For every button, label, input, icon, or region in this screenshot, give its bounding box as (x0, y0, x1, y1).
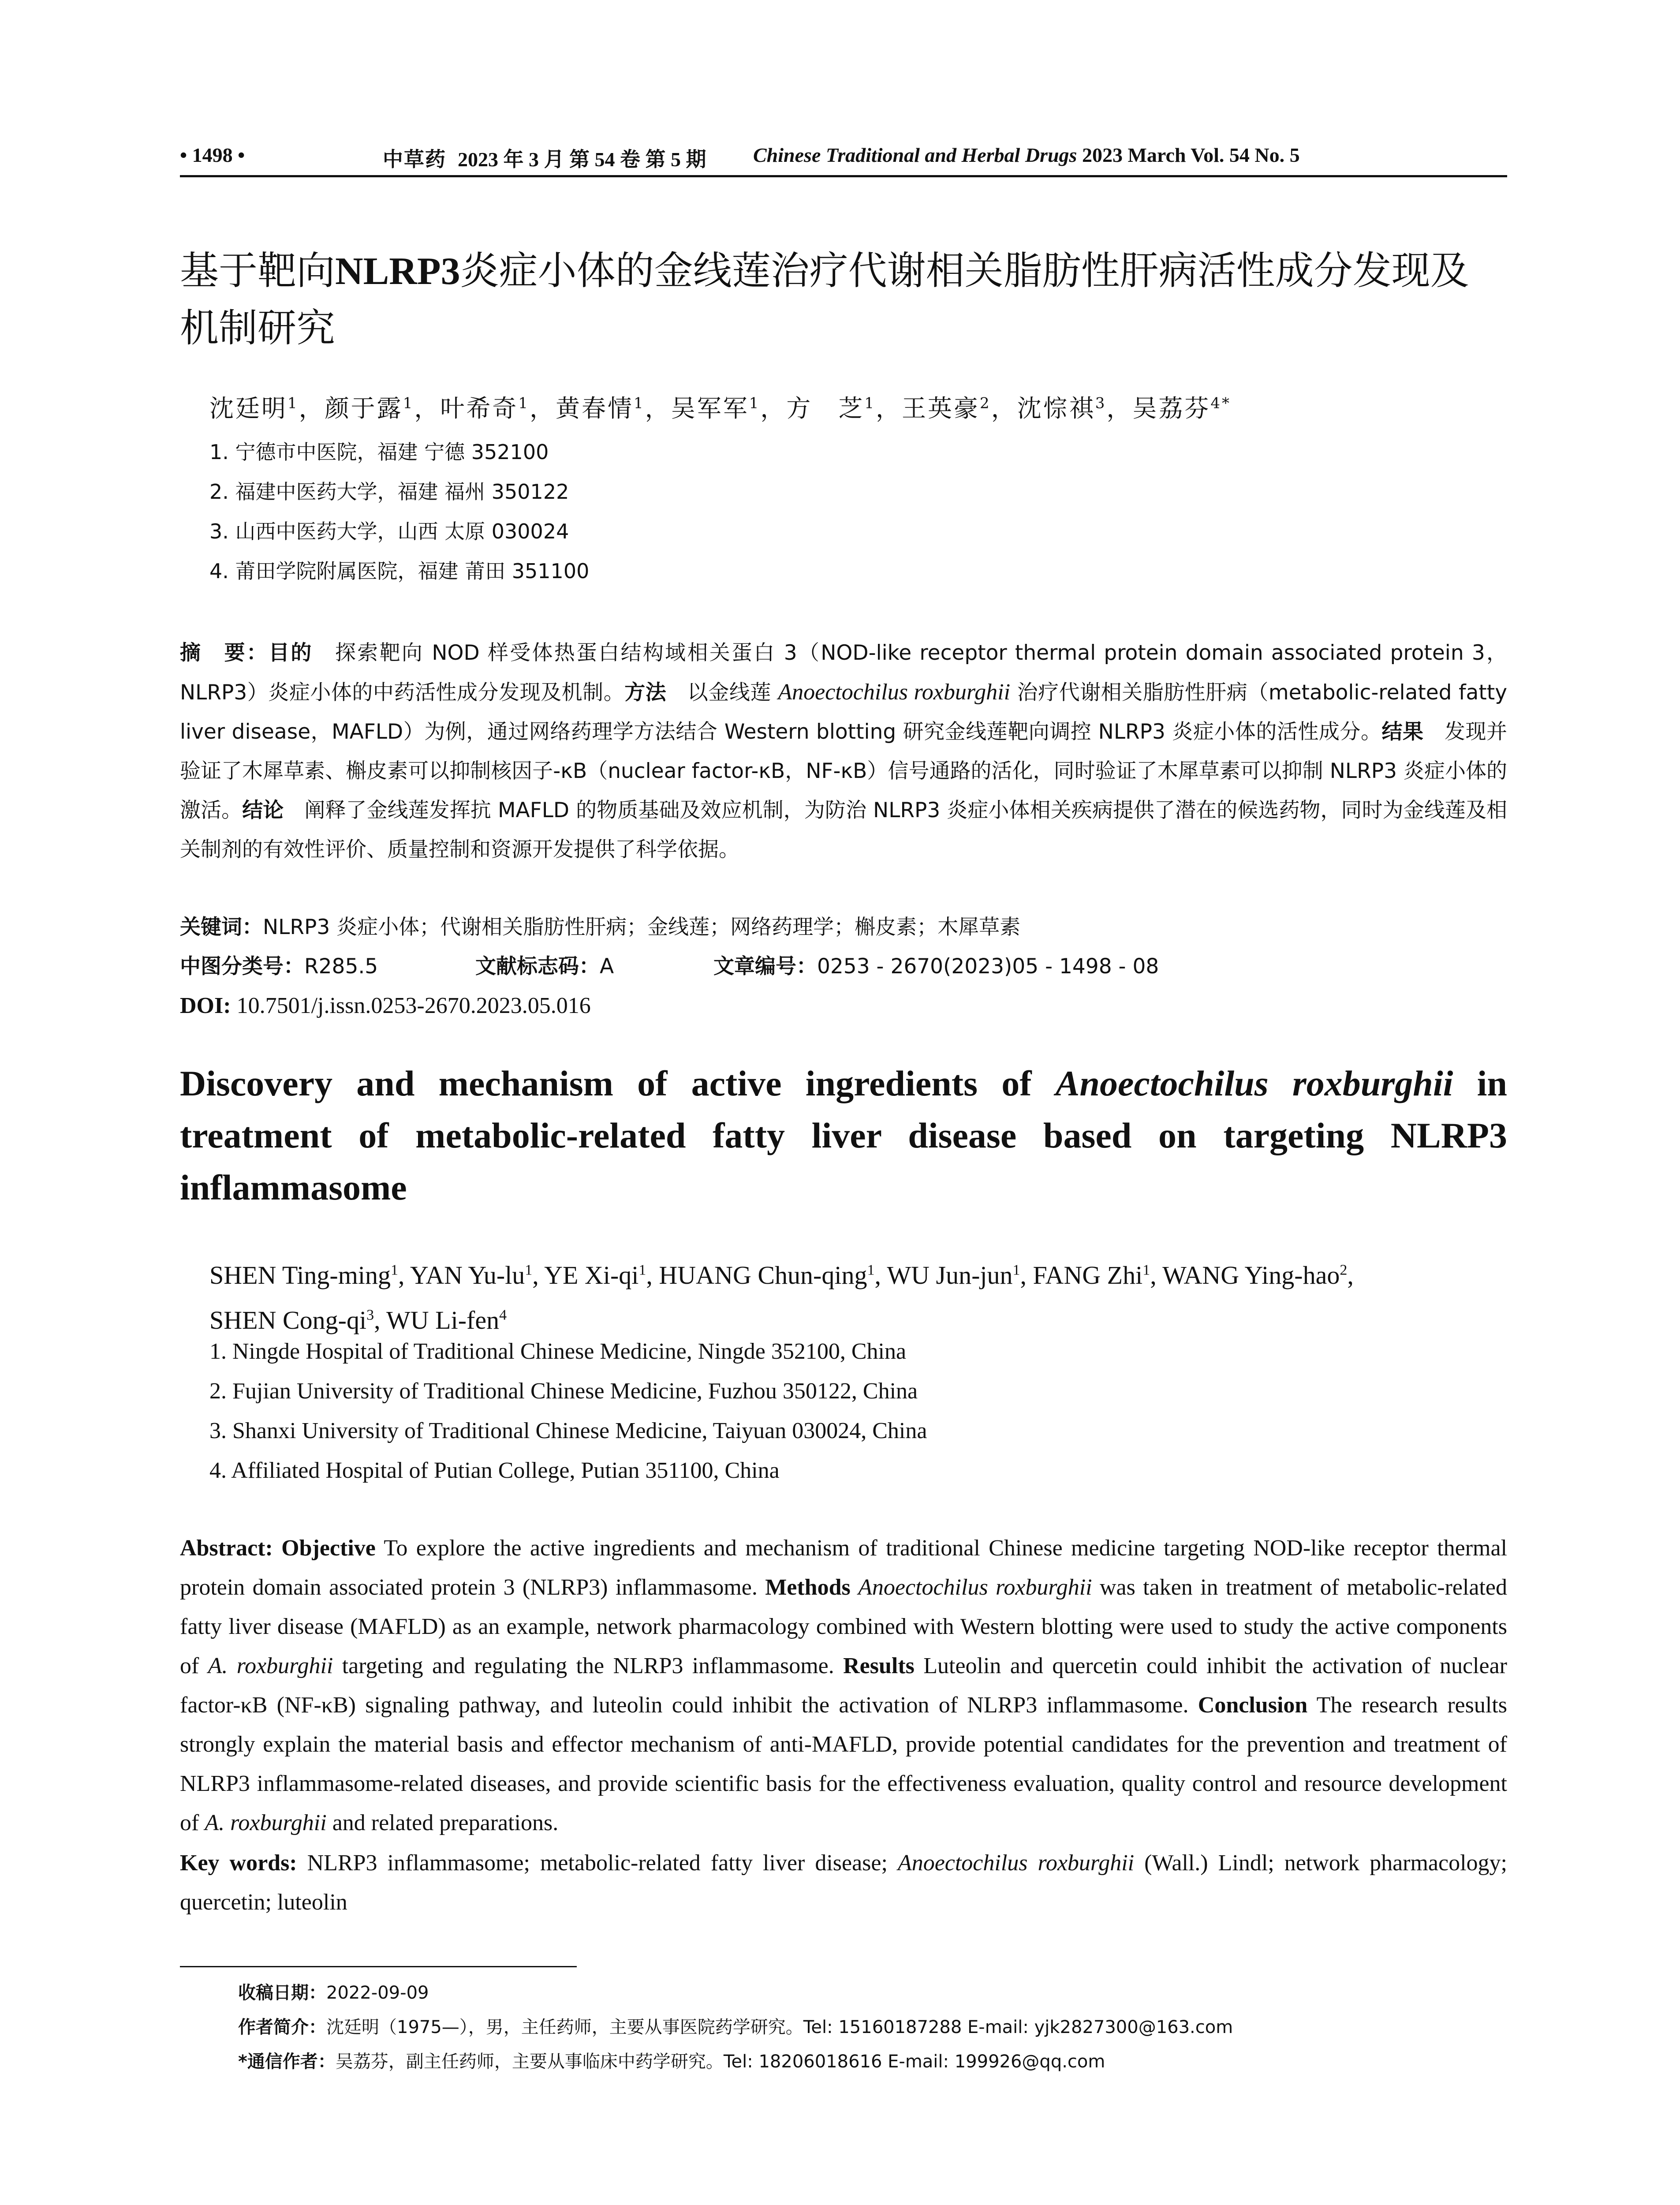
received-date (238, 1976, 1508, 2010)
affiliation: 4. Affiliated Hospital of Putian College, Putian 351100, China (209, 1458, 780, 1483)
cn-title-part1: 基于靶向 (180, 248, 336, 293)
en-results-text: Luteolin and quercetin could inhibit the activation of nuclear factor-κB (NF-κB) signaling pathway, and luteolin could inhibit the activation of NLRP3 inflammasome. (180, 1653, 1507, 1718)
chinese-abstract (180, 633, 1507, 869)
doc-code-block (475, 947, 614, 987)
en-methods-text-2: targeting and regulating the NLRP3 inflammasome. (333, 1653, 844, 1678)
footnote-rule (180, 1966, 577, 1967)
article-no-block (713, 947, 1159, 987)
journal-name-en: Chinese Traditional and Herbal Drugs (753, 144, 1077, 166)
author-bio (238, 2010, 1508, 2044)
affiliation: 2. 福建中医药大学，福建 福州 350122 (209, 480, 569, 504)
clc-value: R285.5 (304, 954, 378, 979)
cn-methods-label: 方法 (624, 680, 667, 705)
received-label: 收稿日期： (238, 1983, 326, 2003)
en-conclusion-text: The research results strongly explain the material basis and effector mechanism of anti-MAFLD, provide potential candidates for the prevention and treatment of NLRP3 inflammasome-related diseases, and provide scientific basis for the effectiveness evaluation, quality control and resource development of (180, 1693, 1508, 1835)
header-rule (180, 175, 1507, 177)
en-author: YE $Xi-qi^1$ (544, 1261, 646, 1290)
en-conclusion-text-2: and related preparations. (326, 1810, 559, 1835)
en-author: WU Jun-jun$^1$ (887, 1261, 1020, 1290)
en-title-part2: in treatment of metabolic-related fatty liver disease based on targeting NLRP3 inflammasome (180, 1063, 1507, 1207)
running-header (180, 143, 1503, 170)
cn-author: 王英豪$^2$ (902, 394, 991, 423)
chinese-author-list: 沈廷明$^1$，颜于露$^1$，叶希奇$^1$，黄春情$^1$，吴军军$^1$，方 芝$^1$，王英豪$^2$，沈悰祺$^3$，吴荔芬$^{4*}$ (209, 394, 1232, 423)
cn-results-label: 结果 (1381, 720, 1424, 744)
en-keywords-species: Anoectochilus roxburghii (897, 1850, 1135, 1876)
journal-name-cn: 中草药 (383, 148, 446, 171)
bio-value: 沈廷明（1975—），男，主任药师，主要从事医院药学研究。Tel: 15160187288 E-mail: yjk2827300@163.com (326, 2017, 1233, 2037)
en-author: HUANG Chun-qing$^1$ (659, 1261, 875, 1290)
chinese-title (180, 243, 1507, 356)
article-no-value: 0253 - 2670(2023)05 - 1498 - 08 (817, 954, 1159, 979)
cn-author: 吴军军$^1$ (671, 394, 761, 423)
doi-value: 10.7501/j.issn.0253-2670.2023.05.016 (236, 993, 591, 1018)
en-keywords-text: NLRP3 inflammasome; metabolic-related fatty liver disease; (297, 1850, 898, 1876)
en-keywords-label: Key words: (180, 1850, 297, 1876)
cn-keywords-label: 关键词： (180, 915, 263, 939)
doc-code-label: 文献标志码： (475, 954, 600, 979)
cn-author: 黄春情$^1$ (556, 394, 645, 423)
corr-value: 吴荔芬，副主任药师，主要从事临床中药学研究。Tel: 18206018616 E-mail: 199926@qq.com (335, 2052, 1105, 2072)
clc-block (180, 947, 378, 987)
en-conclusion-species: A. roxburghii (205, 1810, 327, 1835)
cn-conclusion-text: 阐释了金线莲发挥抗 MAFLD 的物质基础及效应机制，为防治 NLRP3 炎症小体相关疾病提供了潜在的候选药物，同时为金线莲及相关制剂的有效性评价、质量控制和资源开发提供了科学依据。 (180, 798, 1508, 862)
clc-label: 中图分类号： (180, 954, 304, 979)
en-author: FANG Zhi$^1$ (1033, 1261, 1150, 1290)
en-author: SHEN Ting-ming$^1$ (209, 1261, 398, 1290)
en-author: WU Li-fen$^4$ (386, 1305, 507, 1334)
cn-methods-text-2: 治疗代谢相关脂肪性肝病（metabolic-related fatty liver disease，MAFLD）为例，通过网络药理学方法结合 Western blotting 研究金线莲靶向调控 NLRP3 炎症小体的活性成分。 (180, 680, 1508, 744)
cn-methods-species: Anoectochilus roxburghii (778, 680, 1011, 705)
en-author: WANG Ying-hao$^2$ (1162, 1261, 1348, 1290)
en-abstract-label: Abstract: Objective (180, 1536, 376, 1561)
cn-conclusion-label: 结论 (242, 798, 284, 822)
affiliation: 1. Ningde Hospital of Traditional Chinese Medicine, Ningde 352100, China (209, 1339, 907, 1364)
cn-results-text: 发现并验证了木犀草素、槲皮素可以抑制核因子-κB（nuclear factor-κB，NF-κB）信号通路的活化，同时验证了木犀草素可以抑制 NLRP3 炎症小体的激活。 (180, 720, 1508, 822)
cn-author: 叶希奇$^1$ (440, 394, 530, 423)
page-number: • 1498 • (180, 144, 245, 166)
english-title (180, 1058, 1507, 1214)
cn-author: 吴荔芬$^{4*}$ (1132, 394, 1232, 423)
affiliation: 1. 宁德市中医院，福建 宁德 352100 (209, 440, 549, 464)
en-results-label: Results (843, 1653, 915, 1678)
affiliation: 3. 山西中医药大学，山西 太原 030024 (209, 519, 569, 543)
english-abstract (180, 1529, 1507, 1842)
english-affiliations (209, 1332, 1444, 1491)
cn-keywords-text: NLRP3 炎症小体；代谢相关脂肪性肝病；金线莲；网络药理学；槲皮素；木犀草素 (263, 915, 1021, 939)
cn-objective-text: 探索靶向 NOD 样受体热蛋白结构域相关蛋白 3（NOD-like receptor thermal protein domain associated protein 3，NLRP3）炎症小体的中药活性成分发现及机制。 (180, 641, 1508, 705)
en-author: YAN $Yu-lu^1$ (410, 1261, 533, 1290)
classification-line (180, 947, 1507, 987)
affiliation: 2. Fujian University of Traditional Chinese Medicine, Fuzhou 350122, China (209, 1379, 918, 1404)
en-title-species: Anoectochilus roxburghii (1055, 1063, 1453, 1103)
affiliation: 4. 莆田学院附属医院，福建 莆田 351100 (209, 559, 590, 583)
en-methods-species: Anoectochilus roxburghii (858, 1575, 1092, 1600)
en-methods-species-short: A. roxburghii (208, 1653, 333, 1678)
cn-keywords (180, 908, 1507, 947)
cn-author: 沈悰祺$^3$ (1017, 394, 1107, 423)
cn-title-latin: NLRP3 (335, 250, 460, 293)
journal-info-en (753, 143, 1300, 167)
corresponding-author (238, 2044, 1508, 2079)
english-keywords (180, 1843, 1507, 1922)
english-author-list: SHEN Ting-ming$^1$, YAN $Yu-lu^1$, YE $Xi-qi^1$, HUANG Chun-qing$^1$, WU Jun-jun$^1$, FANG Zhi$^1$, WANG Ying-hao$^2$, SHEN Cong-$qi^3$, WU Li-fen$^4$ (209, 1261, 1354, 1334)
en-methods-label: Methods (765, 1575, 851, 1600)
en-title-part1: Discovery and mechanism of active ingredients of (180, 1063, 1056, 1103)
doi-line (180, 986, 1507, 1026)
en-methods-text: was taken in treatment of metabolic-related fatty liver disease (MAFLD) as an example, network pharmacology combined with Western blotting were used to study the active components of (180, 1575, 1508, 1678)
cn-abstract-label: 摘 要： (180, 641, 269, 665)
cn-author: 沈廷明$^1$ (209, 394, 299, 423)
issue-date-en: 2023 March Vol. 54 No. 5 (1082, 144, 1300, 166)
doc-code-value: A (600, 954, 614, 979)
bio-label: 作者简介： (238, 2017, 326, 2037)
footnotes (238, 1976, 1508, 2079)
en-conclusion-label: Conclusion (1198, 1693, 1308, 1718)
en-objective-text: To explore the active ingredients and mechanism of traditional Chinese medicine targeting NOD-like receptor thermal protein domain associated protein 3 (NLRP3) inflammasome. (180, 1536, 1507, 1600)
cn-author: 颜于露$^1$ (325, 394, 414, 423)
chinese-affiliations (209, 432, 1444, 591)
cn-methods-text: 以金线莲 (666, 680, 778, 705)
cn-objective-label: 目的 (269, 641, 313, 665)
received-value: 2022-09-09 (326, 1983, 429, 2003)
en-author: SHEN Cong-$qi^3$ (209, 1305, 374, 1334)
issue-date-cn: 2023 年 3 月 第 54 卷 第 5 期 (458, 148, 706, 171)
affiliation: 3. Shanxi University of Traditional Chinese Medicine, Taiyuan 030024, China (209, 1418, 927, 1443)
corr-label: *通信作者： (238, 2052, 336, 2072)
cn-title-part2: 炎症小体的金线莲治疗代谢相关脂肪性肝病活性成分发现及机制研究 (180, 248, 1469, 351)
doi-label: DOI: (180, 993, 231, 1018)
article-no-label: 文章编号： (713, 954, 817, 979)
cn-author: 方 芝$^1$ (786, 394, 876, 423)
en-keywords-text-2: (Wall.) Lindl; network pharmacology; quercetin; luteolin (180, 1850, 1507, 1915)
